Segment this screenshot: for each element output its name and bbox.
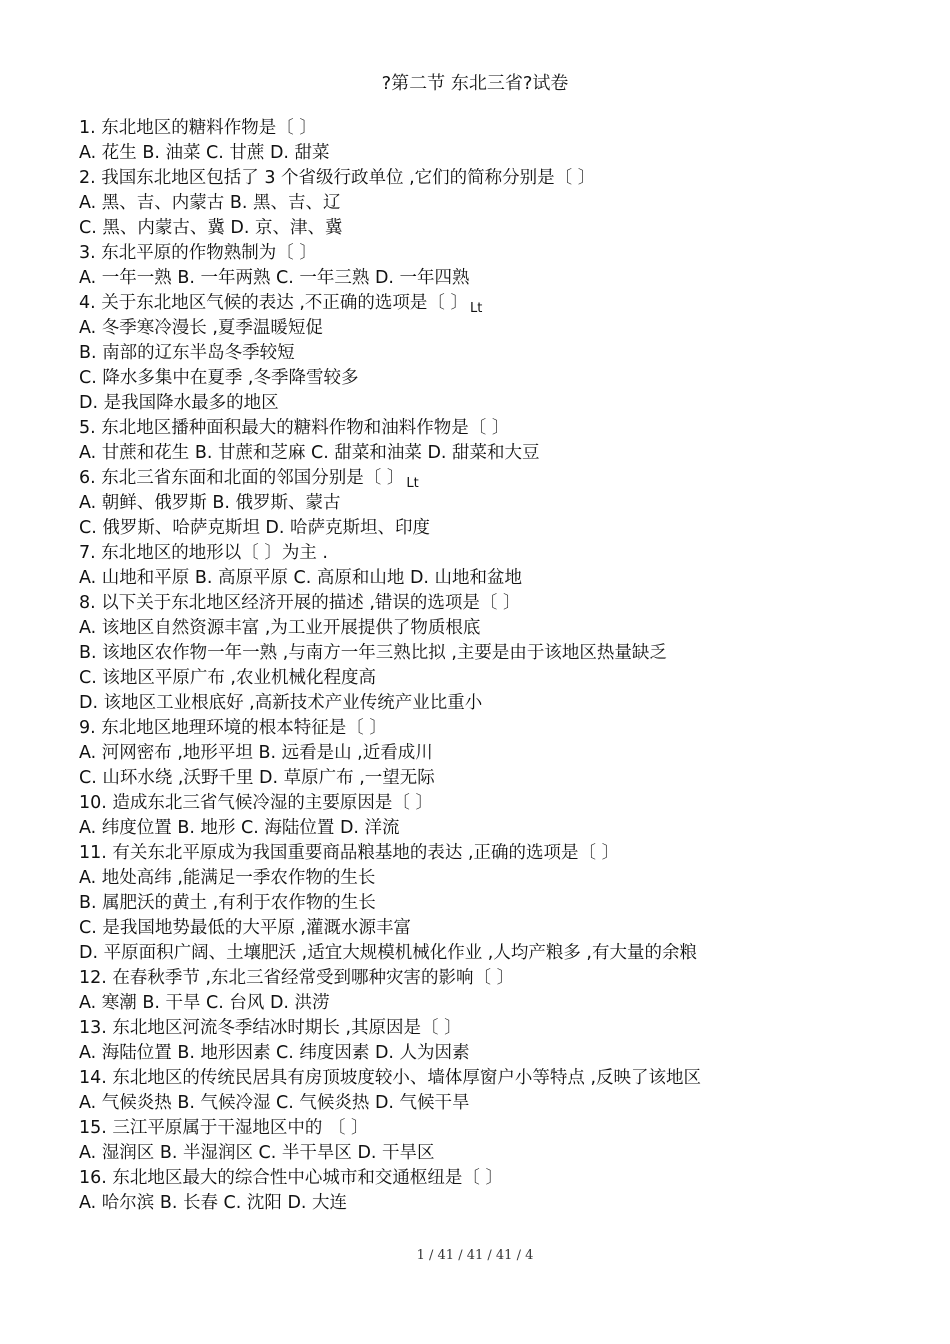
q7-stem: 7. 东北地区的地形以〔 〕为主 .: [79, 543, 328, 563]
q16-stem: 16. 东北地区最大的综合性中心城市和交通枢纽是〔 〕: [79, 1168, 503, 1188]
q12-options: A. 寒潮 B. 干旱 C. 台风 D. 洪涝: [79, 993, 330, 1013]
q8-option-d: D. 该地区工业根底好 ,高新技术产业传统产业比重小: [79, 693, 483, 713]
q11-stem: 11. 有关东北平原成为我国重要商品粮基地的表达 ,正确的选项是〔 〕: [79, 843, 620, 863]
q8-stem: 8. 以下关于东北地区经济开展的描述 ,错误的选项是〔 〕: [79, 593, 521, 613]
q15-stem: 15. 三江平原属于干湿地区中的 〔 〕: [79, 1118, 369, 1138]
document-title: ?第二节 东北三省?试卷: [381, 73, 569, 94]
q10-stem: 10. 造成东北三省气候冷湿的主要原因是〔 〕: [79, 793, 433, 813]
q6-mark: Lt: [406, 476, 419, 491]
q4-option-c: C. 降水多集中在夏季 ,冬季降雪较多: [79, 368, 359, 388]
q4-option-a: A. 冬季寒冷漫长 ,夏季温暖短促: [79, 318, 323, 338]
q15-options: A. 湿润区 B. 半湿润区 C. 半干旱区 D. 干旱区: [79, 1143, 435, 1163]
q4-stem: [79, 291, 919, 316]
q8-option-c: C. 该地区平原广布 ,农业机械化程度高: [79, 668, 376, 688]
q1-stem: 1. 东北地区的糖料作物是〔 〕: [79, 118, 317, 138]
q14-options: A. 气候炎热 B. 气候冷湿 C. 气候炎热 D. 气候干旱: [79, 1093, 470, 1113]
q3-stem: 3. 东北平原的作物熟制为〔 〕: [79, 243, 317, 263]
q6-stem-text: 6. 东北三省东面和北面的邻国分别是〔 〕: [79, 468, 405, 488]
q8-option-a: A. 该地区自然资源丰富 ,为工业开展提供了物质根底: [79, 618, 481, 638]
q3-options: A. 一年一熟 B. 一年两熟 C. 一年三熟 D. 一年四熟: [79, 268, 470, 288]
q6-options-ab: A. 朝鲜、俄罗斯 B. 俄罗斯、蒙古: [79, 493, 341, 513]
q11-option-c: C. 是我国地势最低的大平原 ,灌溉水源丰富: [79, 918, 411, 938]
question-list: [79, 116, 919, 1216]
q1-options: A. 花生 B. 油菜 C. 甘蔗 D. 甜菜: [79, 143, 330, 163]
q8-option-b: B. 该地区农作物一年一熟 ,与南方一年三熟比拟 ,主要是由于该地区热量缺乏: [79, 643, 667, 663]
q4-option-d: D. 是我国降水最多的地区: [79, 393, 279, 413]
q7-options: A. 山地和平原 B. 高原平原 C. 高原和山地 D. 山地和盆地: [79, 568, 523, 588]
q10-options: A. 纬度位置 B. 地形 C. 海陆位置 D. 洋流: [79, 818, 400, 838]
q2-options-ab: A. 黑、吉、内蒙古 B. 黑、吉、辽: [79, 193, 341, 213]
q16-options: A. 哈尔滨 B. 长春 C. 沈阳 D. 大连: [79, 1193, 348, 1213]
q4-stem-text: 4. 关于东北地区气候的表达 ,不正确的选项是〔 〕: [79, 293, 468, 313]
q11-option-b: B. 属肥沃的黄土 ,有利于农作物的生长: [79, 893, 376, 913]
q12-stem: 12. 在春秋季节 ,东北三省经常受到哪种灾害的影响〔 〕: [79, 968, 515, 988]
q9-options-ab: A. 河网密布 ,地形平坦 B. 远看是山 ,近看成川: [79, 743, 433, 763]
q14-stem: 14. 东北地区的传统民居具有房顶坡度较小、墙体厚窗户小等特点 ,反映了该地区: [79, 1068, 702, 1088]
page-number: 1 / 41 / 41 / 41 / 4: [416, 1248, 534, 1263]
q6-stem: [79, 466, 919, 491]
q13-stem: 13. 东北地区河流冬季结冰时期长 ,其原因是〔 〕: [79, 1018, 462, 1038]
q5-stem: 5. 东北地区播种面积最大的糖料作物和油料作物是〔 〕: [79, 418, 510, 438]
q13-options: A. 海陆位置 B. 地形因素 C. 纬度因素 D. 人为因素: [79, 1043, 470, 1063]
q5-options: A. 甘蔗和花生 B. 甘蔗和芝麻 C. 甜菜和油菜 D. 甜菜和大豆: [79, 443, 540, 463]
q9-options-cd: C. 山环水绕 ,沃野千里 D. 草原广布 ,一望无际: [79, 768, 435, 788]
q4-mark: Lt: [469, 301, 483, 316]
q6-options-cd: C. 俄罗斯、哈萨克斯坦 D. 哈萨克斯坦、印度: [79, 518, 431, 538]
q11-option-a: A. 地处高纬 ,能满足一季农作物的生长: [79, 868, 376, 888]
q4-option-b: B. 南部的辽东半岛冬季较短: [79, 343, 295, 363]
q9-stem: 9. 东北地区地理环境的根本特征是〔 〕: [79, 718, 387, 738]
q11-option-d: D. 平原面积广阔、土壤肥沃 ,适宜大规模机械化作业 ,人均产粮多 ,有大量的余粮: [79, 943, 697, 963]
q2-stem: 2. 我国东北地区包括了 3 个省级行政单位 ,它们的简称分别是〔 〕: [79, 168, 596, 188]
q2-options-cd: C. 黑、内蒙古、冀 D. 京、津、冀: [79, 218, 343, 238]
